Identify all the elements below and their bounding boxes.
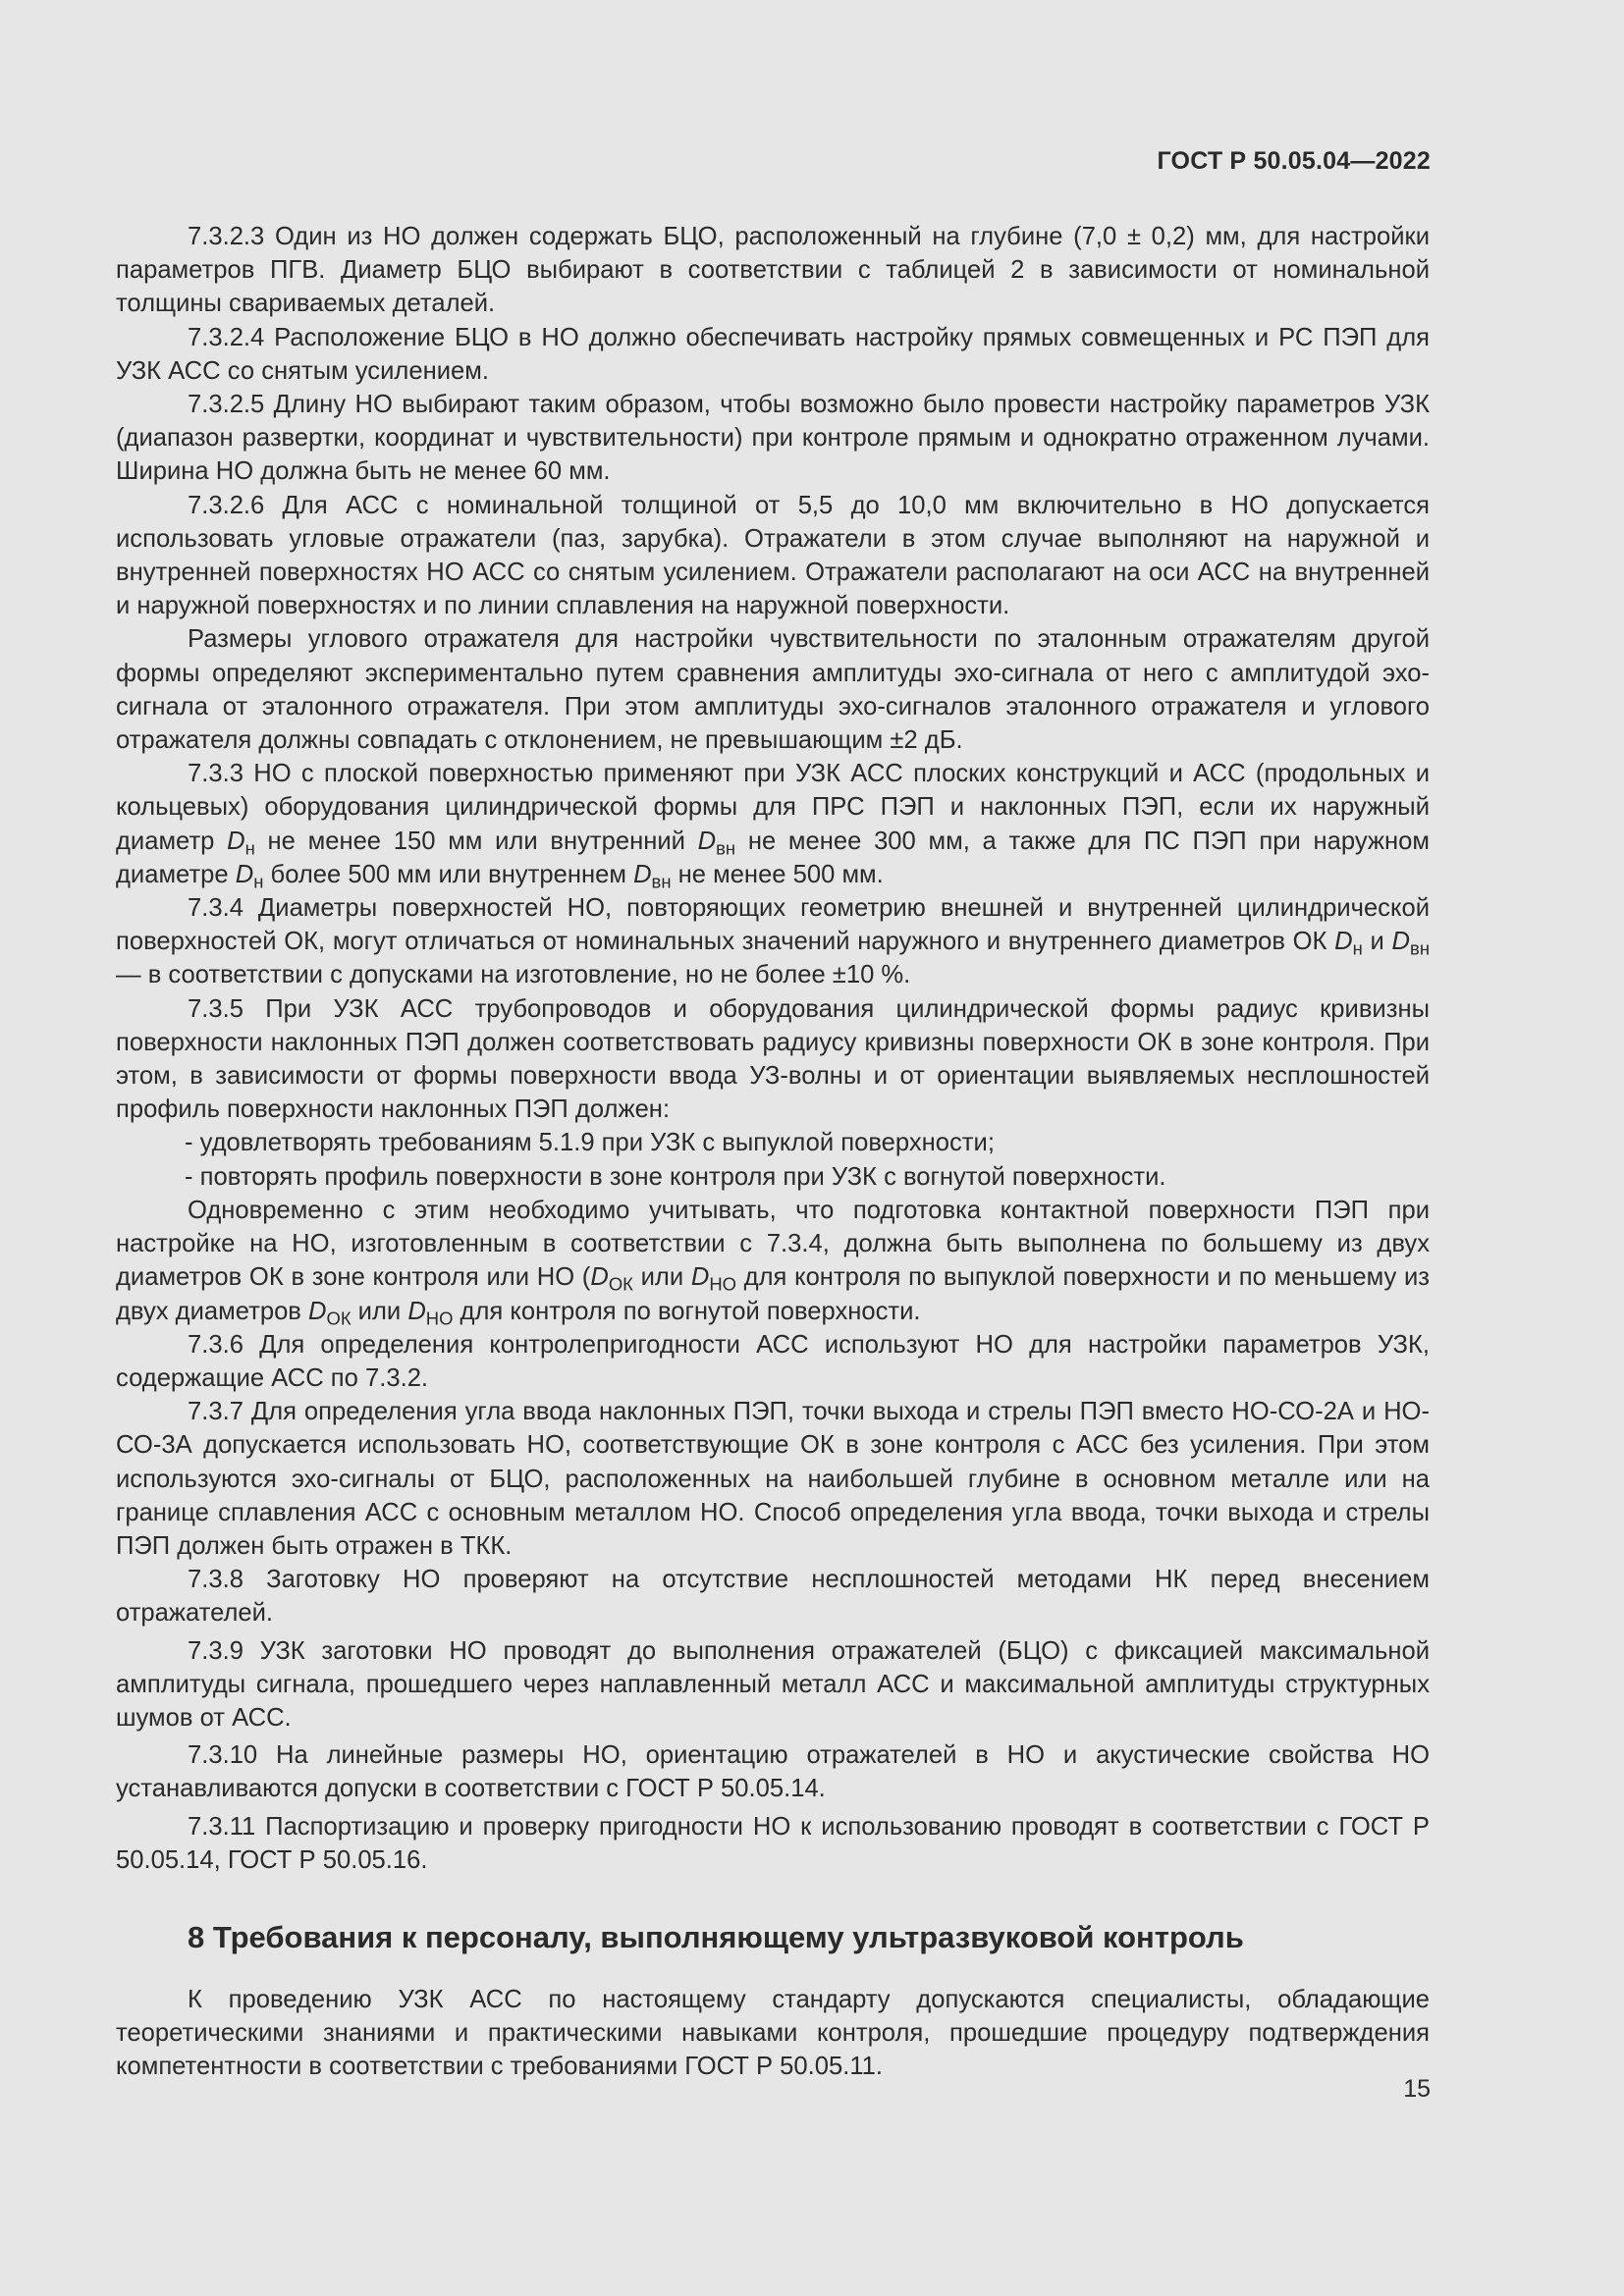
paragraph-7-3-10: 7.3.10 На линейные размеры НО, ориентацию отражателей в НО и акустические свойства НО устанавливаются допуски в соответствии с ГОСТ Р 50.05.14. xyxy=(116,1741,1430,1803)
paragraph-7-3-8: 7.3.8 Заготовку НО проверяют на отсутствие несплошностей методами НК перед внесением отражателей. xyxy=(116,1566,1430,1628)
paragraph-7-3-6: 7.3.6 Для определения контролепригодности АСС используют НО для настройки параметров УЗК, содержащие АСС по 7.3.2. xyxy=(116,1330,1430,1392)
paragraph-7-3-7: 7.3.7 Для определения угла ввода наклонных ПЭП, точки выхода и стрелы ПЭП вместо НО-СО-2А и НО-СО-3А допускается использовать НО, соответствующие ОК в зоне контроля с АСС без усиления. При этом используются эхо-сигналы от БЦО, расположенных на наибольшей глубине в основном металле или на границе сплавления АСС с основным металлом НО. Способ определения угла ввода, точки выхода и стрелы ПЭП должен быть отражен в ТКК. xyxy=(116,1398,1430,1560)
document-header: ГОСТ Р 50.05.04—2022 xyxy=(1157,147,1431,175)
paragraph-7-3-11: 7.3.11 Паспортизацию и проверку пригодности НО к использованию проводят в соответствии с ГОСТ Р 50.05.14, ГОСТ Р 50.05.16. xyxy=(116,1812,1430,1874)
paragraph-7-3-4: 7.3.4 Диаметры поверхностей НО, повторяющих геометрию внешней и внутренней цилиндрической поверхностей ОК, могут отличаться от номинальных значений наружного и внутреннего диаметров ОК $D_н$ и $D_{вн}$ — в соответствии с допусками на изготовление, но не более ±10 %. xyxy=(116,894,1430,989)
paragraph-7-3-2-6: 7.3.2.6 Для АСС с номинальной толщиной от 5,5 до 10,0 мм включительно в НО допускается использовать угловые отражатели (паз, зарубка). Отражатели в этом случае выполняют на наружной и внутренней поверхностях НО АСС со снятым усилением. Отражатели располагают на оси АСС на внутренней и наружной поверхностях и по линии сплавления на наружной поверхности. xyxy=(116,491,1430,620)
page-number: 15 xyxy=(1403,2075,1431,2103)
paragraph-7-3-2-6-continued: Размеры углового отражателя для настройки чувствительности по эталонным отражателям другой формы определяют экспериментально путем сравнения амплитуды эхо-сигнала от него с амплитудой эхо-сигнала от эталонного отражателя. При этом амплитуды эхо-сигналов эталонного отражателя и углового отражателя должны совпадать с отклонением, не превышающим ±2 дБ. xyxy=(116,625,1430,755)
paragraph-7-3-2-4: 7.3.2.4 Расположение БЦО в НО должно обеспечивать настройку прямых совмещенных и РС ПЭП для УЗК АСС со снятым усилением. xyxy=(116,323,1430,385)
paragraph-7-3-5-continued: Одновременно с этим необходимо учитывать, что подготовка контактной поверхности ПЭП при настройке на НО, изготовленным в соответствии с 7.3.4, должна быть выполнена по большему из двух диаметров ОК в зоне контроля или НО ($D_{ОК}$ или $D_{НО}$ для контроля по выпуклой поверхности и по меньшему из двух диаметров $D_{ОК}$ или $D_{НО}$ для контроля по вогнутой поверхности. xyxy=(116,1196,1430,1329)
list-item: - повторять профиль поверхности в зоне контроля при УЗК с вогнутой поверхности. xyxy=(185,1162,1166,1191)
list-item: - удовлетворять требованиям 5.1.9 при УЗК с выпуклой поверхности; xyxy=(185,1129,995,1157)
paragraph-7-3-9: 7.3.9 УЗК заготовки НО проводят до выполнения отражателей (БЦО) с фиксацией максимальной амплитуды сигнала, прошедшего через наплавленный металл АСС и максимальной амплитуды структурных шумов от АСС. xyxy=(116,1636,1430,1732)
paragraph-7-3-2-3: 7.3.2.3 Один из НО должен содержать БЦО, расположенный на глубине (7,0 ± 0,2) мм, для настройки параметров ПГВ. Диаметр БЦО выбирают в соответствии с таблицей 2 в зависимости от номинальной толщины свариваемых деталей. xyxy=(116,223,1430,318)
document-body xyxy=(116,220,1430,2084)
section-heading: 8 Требования к персоналу, выполняющему ультразвуковой контроль xyxy=(188,1919,1244,1954)
paragraph-8: К проведению УЗК АСС по настоящему стандарту допускаются специалисты, обладающие теоретическими знаниями и практическими навыками контроля, прошедшие процедуру подтверждения компетентности в соответствии с требованиями ГОСТ Р 50.05.11. xyxy=(116,1985,1430,2081)
paragraph-7-3-3: 7.3.3 НО с плоской поверхностью применяют при УЗК АСС плоских конструкций и АСС (продольных и кольцевых) оборудования цилиндрической формы для ПРС ПЭП и наклонных ПЭП, если их наружный диаметр $D_н$ не менее 150 мм или внутренний $D_{вн}$ не менее 300 мм, а также для ПС ПЭП при наружном диаметре $D_н$ более 500 мм или внутреннем $D_{вн}$ не менее 500 мм. xyxy=(116,760,1430,892)
paragraph-7-3-5: 7.3.5 При УЗК АСС трубопроводов и оборудования цилиндрической формы радиус кривизны поверхности наклонных ПЭП должен соответствовать радиусу кривизны поверхности ОК в зоне контроля. При этом, в зависимости от формы поверхности ввода УЗ-волны и от ориентации выявляемых несплошностей профиль поверхности наклонных ПЭП должен: xyxy=(116,994,1430,1124)
paragraph-7-3-2-5: 7.3.2.5 Длину НО выбирают таким образом, чтобы возможно было провести настройку параметров УЗК (диапазон развертки, координат и чувствительности) при контроле прямым и однократно отраженном лучами. Ширина НО должна быть не менее 60 мм. xyxy=(116,391,1430,486)
